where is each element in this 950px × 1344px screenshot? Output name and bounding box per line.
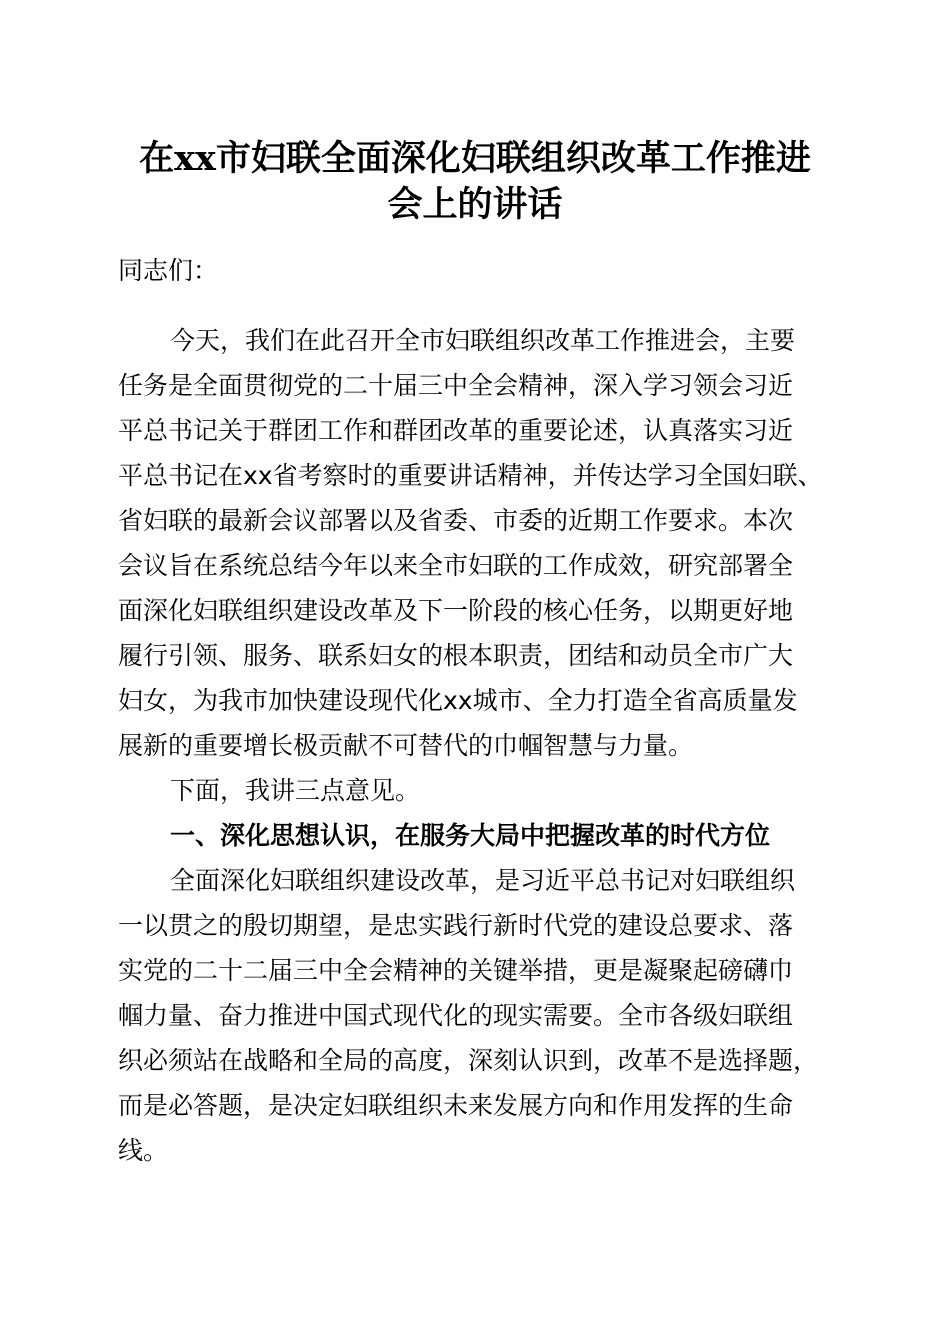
text-line: 下面，我讲三点意见。 (170, 776, 421, 805)
text-line: 平总书记在xx省考察时的重要讲话精神，并传达学习全国妇联、 (118, 461, 823, 490)
text-line: 今天，我们在此召开全市妇联组织改革工作推进会，主要 (170, 326, 796, 355)
text-line: 线。 (118, 1136, 169, 1165)
text-line: 任务是全面贯彻党的二十届三中全会精神，深入学习领会习近 (118, 371, 794, 400)
salutation: 同志们： (118, 256, 219, 285)
title-line: 会上的讲话 (387, 184, 563, 225)
text-line: 面深化妇联组织建设改革及下一阶段的核心任务，以期更好地 (118, 596, 794, 625)
text-line: 会议旨在系统总结今年以来全市妇联的工作成效，研究部署全 (118, 551, 794, 580)
spacer (118, 293, 838, 318)
title-line: 在xx市妇联全面深化妇联组织改革工作推进 (139, 138, 811, 179)
section-heading (118, 813, 838, 858)
text-line: 一、深化思想认识，在服务大局中把握改革的时代方位 (170, 821, 771, 850)
text-line: 帼力量、奋力推进中国式现代化的现实需要。全市各级妇联组 (118, 1001, 794, 1030)
document-title (0, 136, 950, 228)
text-line: 一以贯之的殷切期望，是忠实践行新时代党的建设总要求、落 (118, 911, 794, 940)
text-line: 履行引领、服务、联系妇女的根本职责，团结和动员全市广大 (118, 641, 794, 670)
text-line: 省妇联的最新会议部署以及省委、市委的近期工作要求。本次 (118, 506, 794, 535)
paragraph (118, 318, 838, 768)
paragraphs (118, 318, 838, 1173)
text-line: 展新的重要增长极贡献不可替代的巾帼智慧与力量。 (118, 731, 694, 760)
text-line: 织必须站在战略和全局的高度，深刻认识到，改革不是选择题， (118, 1046, 819, 1075)
text-line: 妇女，为我市加快建设现代化xx城市、全力打造全省高质量发 (118, 686, 798, 715)
paragraph (118, 858, 838, 1173)
document-body (118, 248, 838, 1173)
text-line: 全面深化妇联组织建设改革，是习近平总书记对妇联组织 (170, 866, 796, 895)
text-line: 平总书记关于群团工作和群团改革的重要论述，认真落实习近 (118, 416, 794, 445)
text-line: 而是必答题，是决定妇联组织未来发展方向和作用发挥的生命 (118, 1091, 794, 1120)
text-line: 实党的二十二届三中全会精神的关键举措，更是凝聚起磅礴巾 (118, 956, 794, 985)
paragraph (118, 768, 838, 813)
